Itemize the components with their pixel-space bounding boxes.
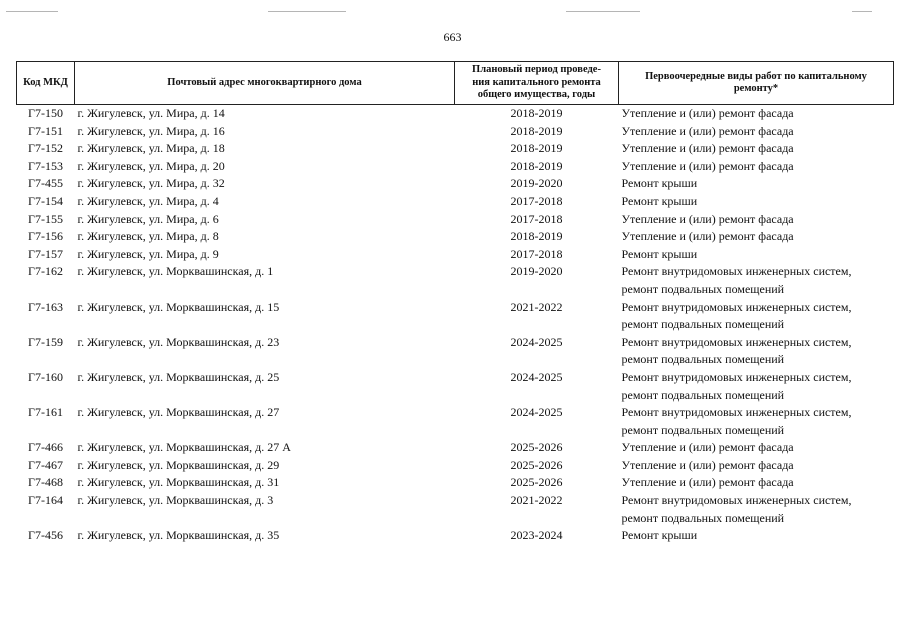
cell-work: Утепление и (или) ремонт фасада [621,211,794,226]
cell-work: Ремонт внутридомовых инженерных систем, ремонт подвальных помещений [621,493,852,525]
table-row [17,228,894,246]
housing-registry-table [16,61,894,545]
cell-work: Утепление и (или) ремонт фасада [621,158,794,173]
cell-period: 2024-2025 [510,405,563,420]
table-header-row [17,62,894,105]
scan-artifact [6,11,58,12]
cell-code: Г7-156 [28,229,63,244]
cell-address: г. Жигулевск, ул. Мира, д. 8 [77,229,219,244]
cell-work: Ремонт внутридомовых инженерных систем, ремонт подвальных помещений [621,334,852,367]
table-row [17,105,894,123]
table-row [17,404,894,439]
table-row [17,474,894,492]
table-row [17,123,894,141]
cell-work: Ремонт внутридомовых инженерных систем, ремонт подвальных помещений [621,369,852,402]
page-number: 663 [443,30,462,44]
cell-period: 2017-2018 [510,211,563,226]
cell-work: Утепление и (или) ремонт фасада [621,457,794,472]
cell-code: Г7-456 [28,528,63,543]
table-row [17,158,894,176]
cell-period: 2018-2019 [510,158,563,173]
header-work: Первоочередные виды работ по капитальному ремонту* [619,62,894,105]
cell-address: г. Жигулевск, ул. Морквашинская, д. 29 [77,457,280,472]
table-row [17,175,894,193]
cell-period: 2025-2026 [510,457,563,472]
table-row [17,263,894,298]
cell-work: Утепление и (или) ремонт фасада [621,475,794,490]
cell-work: Ремонт внутридомовых инженерных систем, ремонт подвальных помещений [621,264,852,296]
cell-address: г. Жигулевск, ул. Мира, д. 6 [77,211,219,226]
header-period: Плановый период проведе- ния капитального ремонта общего имущества, годы [455,62,619,105]
cell-code: Г7-162 [28,264,63,279]
header-code: Код МКД [17,62,75,105]
cell-work: Утепление и (или) ремонт фасада [621,123,794,138]
table-row [17,492,894,527]
scan-artifact [566,11,640,12]
cell-address: г. Жигулевск, ул. Морквашинская, д. 23 [77,334,280,349]
cell-code: Г7-455 [28,176,63,191]
cell-address: г. Жигулевск, ул. Морквашинская, д. 27 [77,405,280,420]
cell-address: г. Жигулевск, ул. Мира, д. 4 [77,193,219,208]
cell-period: 2017-2018 [510,193,563,208]
cell-work: Ремонт внутридомовых инженерных систем, ремонт подвальных помещений [621,405,852,437]
cell-address: г. Жигулевск, ул. Морквашинская, д. 15 [77,299,280,314]
scan-artifact [852,11,872,12]
cell-code: Г7-150 [28,106,63,120]
cell-period: 2024-2025 [510,369,563,384]
cell-period: 2017-2018 [510,246,563,261]
table-row [17,439,894,457]
cell-work: Утепление и (или) ремонт фасада [621,106,794,120]
cell-address: г. Жигулевск, ул. Мира, д. 32 [77,176,225,191]
cell-address: г. Жигулевск, ул. Морквашинская, д. 35 [77,528,280,543]
cell-period: 2018-2019 [510,141,563,156]
cell-code: Г7-468 [28,475,63,490]
cell-address: г. Жигулевск, ул. Морквашинская, д. 31 [77,475,280,490]
cell-code: Г7-466 [28,440,63,455]
table-row [17,369,894,404]
cell-work: Ремонт крыши [621,193,698,208]
cell-period: 2018-2019 [510,106,563,120]
table-row [17,193,894,211]
cell-code: Г7-157 [28,246,63,261]
cell-address: г. Жигулевск, ул. Морквашинская, д. 3 [77,493,274,508]
cell-code: Г7-152 [28,141,63,156]
table-row [17,140,894,158]
cell-period: 2019-2020 [510,176,563,191]
cell-work: Ремонт крыши [621,528,698,543]
cell-address: г. Жигулевск, ул. Мира, д. 14 [77,106,225,120]
cell-work: Ремонт крыши [621,176,698,191]
cell-code: Г7-467 [28,457,63,472]
table-row [17,527,894,545]
cell-period: 2021-2022 [510,299,563,314]
cell-work: Ремонт крыши [621,246,698,261]
cell-code: Г7-154 [28,193,63,208]
cell-address: г. Жигулевск, ул. Морквашинская, д. 1 [77,264,274,279]
cell-period: 2019-2020 [510,264,563,279]
cell-work: Утепление и (или) ремонт фасада [621,229,794,244]
cell-code: Г7-159 [28,334,63,349]
table-row [17,211,894,229]
cell-period: 2021-2022 [510,493,563,508]
cell-code: Г7-164 [28,493,63,508]
cell-code: Г7-151 [28,123,63,138]
cell-work: Утепление и (или) ремонт фасада [621,440,794,455]
cell-code: Г7-163 [28,299,63,314]
cell-period: 2025-2026 [510,440,563,455]
cell-address: г. Жигулевск, ул. Мира, д. 20 [77,158,225,173]
cell-code: Г7-155 [28,211,63,226]
cell-address: г. Жигулевск, ул. Морквашинская, д. 25 [77,369,280,384]
cell-code: Г7-161 [28,405,63,420]
cell-period: 2024-2025 [510,334,563,349]
table-row [17,457,894,475]
cell-work: Утепление и (или) ремонт фасада [621,141,794,156]
cell-code: Г7-160 [28,369,63,384]
cell-period: 2018-2019 [510,229,563,244]
scan-artifact [268,11,346,12]
cell-address: г. Жигулевск, ул. Морквашинская, д. 27 А [77,440,291,455]
cell-address: г. Жигулевск, ул. Мира, д. 16 [77,123,225,138]
header-address: Почтовый адрес многоквартирного дома [75,62,455,105]
table-row [17,246,894,264]
cell-address: г. Жигулевск, ул. Мира, д. 9 [77,246,219,261]
cell-period: 2018-2019 [510,123,563,138]
table-row [17,299,894,334]
table-body [17,105,894,545]
table-row [17,334,894,369]
cell-period: 2023-2024 [510,528,563,543]
cell-period: 2025-2026 [510,475,563,490]
cell-work: Ремонт внутридомовых инженерных систем, ремонт подвальных помещений [621,299,852,332]
cell-code: Г7-153 [28,158,63,173]
cell-address: г. Жигулевск, ул. Мира, д. 18 [77,141,225,156]
